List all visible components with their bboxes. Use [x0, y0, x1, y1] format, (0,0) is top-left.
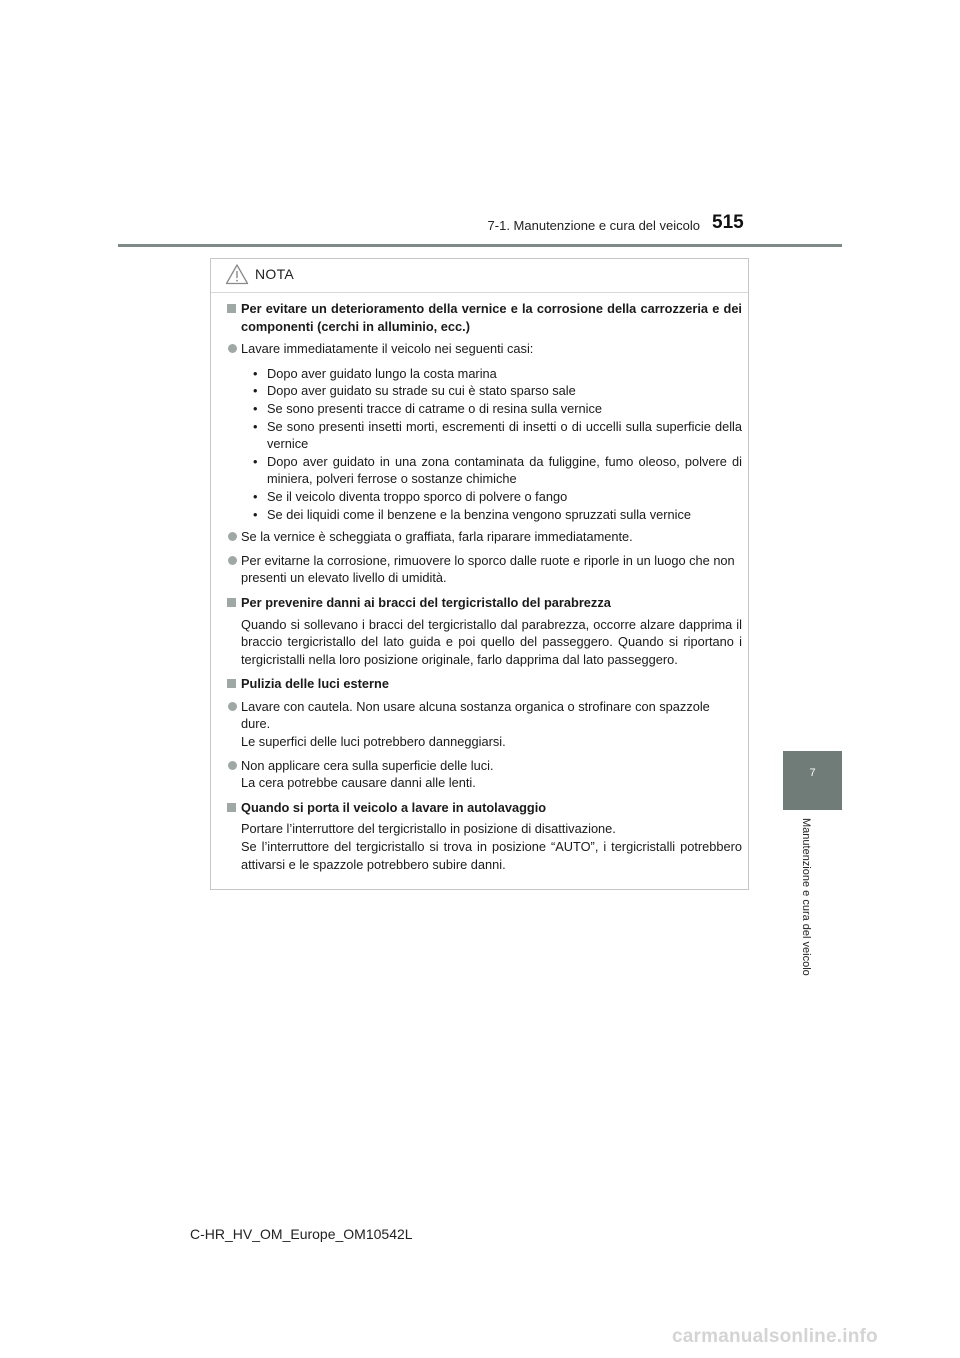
- header-divider: [118, 244, 842, 247]
- bullet-item: • Dopo aver guidato lungo la costa marina: [253, 365, 742, 383]
- section-title: Per prevenire danni ai bracci del tergicristallo del parabrezza: [241, 594, 611, 610]
- circle-bullet-icon: [228, 344, 237, 353]
- circle-bullet-icon: [228, 761, 237, 770]
- bullet-item: • Se il veicolo diventa troppo sporco di polvere o fango: [253, 488, 742, 506]
- list-item-note: Le superfici delle luci potrebbero danneggiarsi.: [241, 734, 506, 750]
- section-car-wash: [227, 799, 742, 873]
- chapter-title-vertical: Manutenzione e cura del veicolo: [800, 818, 812, 976]
- list-item-note: La cera potrebbe causare danni alle lenti.: [241, 775, 476, 791]
- list-item-text: Per evitarne la corrosione, rimuovere lo sporco dalle ruote e riporle in un luogo che non presenti un elevato livello di umidità.: [241, 552, 735, 586]
- site-watermark: carmanualsonline.info: [672, 1326, 878, 1347]
- section-title: Per evitare un deterioramento della vernice e la corrosione della carrozzeria e dei componenti (cerchi in alluminio, ecc.): [241, 301, 742, 334]
- list-item: [227, 757, 742, 792]
- square-bullet-icon: [227, 679, 236, 688]
- bullet-item: • Se sono presenti insetti morti, escrementi di insetti o di uccelli sulla superficie della vernice: [253, 418, 742, 453]
- page-number: 515: [712, 212, 744, 233]
- notice-title: NOTA: [255, 266, 295, 282]
- bullet-list: [227, 365, 742, 523]
- notice-divider: [211, 292, 748, 293]
- bullet-item: • Dopo aver guidato in una zona contaminata da fuliggine, fumo oleoso, polvere di miniera, polveri ferrose o sostanze chimiche: [253, 453, 742, 488]
- list-item-text: Lavare con cautela. Non usare alcuna sostanza organica o strofinare con spazzole dure.: [241, 698, 710, 732]
- bullet-item: • Se dei liquidi come il benzene e la benzina vengono spruzzati sulla vernice: [253, 506, 742, 524]
- header-section-title: 7-1. Manutenzione e cura del veicolo: [487, 218, 700, 233]
- square-bullet-icon: [227, 598, 236, 607]
- square-bullet-icon: [227, 304, 236, 313]
- chapter-tab[interactable]: 7: [783, 751, 842, 810]
- section-title: Quando si porta il veicolo a lavare in autolavaggio: [241, 799, 547, 815]
- notice-header: [225, 260, 294, 288]
- circle-bullet-icon: [228, 702, 237, 711]
- section-exterior-lights: [227, 675, 742, 693]
- list-item-text: Lavare immediatamente il veicolo nei seguenti casi:: [241, 341, 534, 357]
- list-item-text: Non applicare cera sulla superficie delle luci.: [241, 757, 494, 773]
- circle-bullet-icon: [228, 532, 237, 541]
- section-wiper-arms: [227, 594, 742, 668]
- notice-body: [227, 300, 742, 873]
- section-line: Portare l’interruttore del tergicristallo in posizione di disattivazione.: [241, 821, 616, 837]
- list-item-text: Se la vernice è scheggiata o graffiata, farla riparare immediatamente.: [241, 529, 633, 545]
- document-code: C-HR_HV_OM_Europe_OM10542L: [190, 1226, 413, 1242]
- section-paragraph: Quando si sollevano i bracci del tergicristallo dal parabrezza, occorre alzare dapprima il braccio tergicristallo del lato guida e poi quello del passeggero. Quando si riportano i tergicristalli nella loro posizione originale, farlo dapprima dal lato passeggero.: [241, 616, 742, 667]
- list-item: [227, 340, 742, 358]
- bullet-item: • Dopo aver guidato su strade su cui è stato sparso sale: [253, 382, 742, 400]
- bullet-item: • Se sono presenti tracce di catrame o di resina sulla vernice: [253, 400, 742, 418]
- list-item: [227, 552, 742, 587]
- square-bullet-icon: [227, 803, 236, 812]
- notice-box: [210, 258, 749, 890]
- warning-triangle-icon: [225, 263, 249, 285]
- section-paint-corrosion: [227, 300, 742, 335]
- circle-bullet-icon: [228, 556, 237, 565]
- list-item: [227, 698, 742, 751]
- list-item: [227, 528, 742, 546]
- section-line: Se l’interruttore del tergicristallo si trova in posizione “AUTO”, i tergicristalli potrebbero attivarsi e le spazzole potrebbero subire danni.: [241, 839, 742, 872]
- section-title: Pulizia delle luci esterne: [241, 676, 389, 692]
